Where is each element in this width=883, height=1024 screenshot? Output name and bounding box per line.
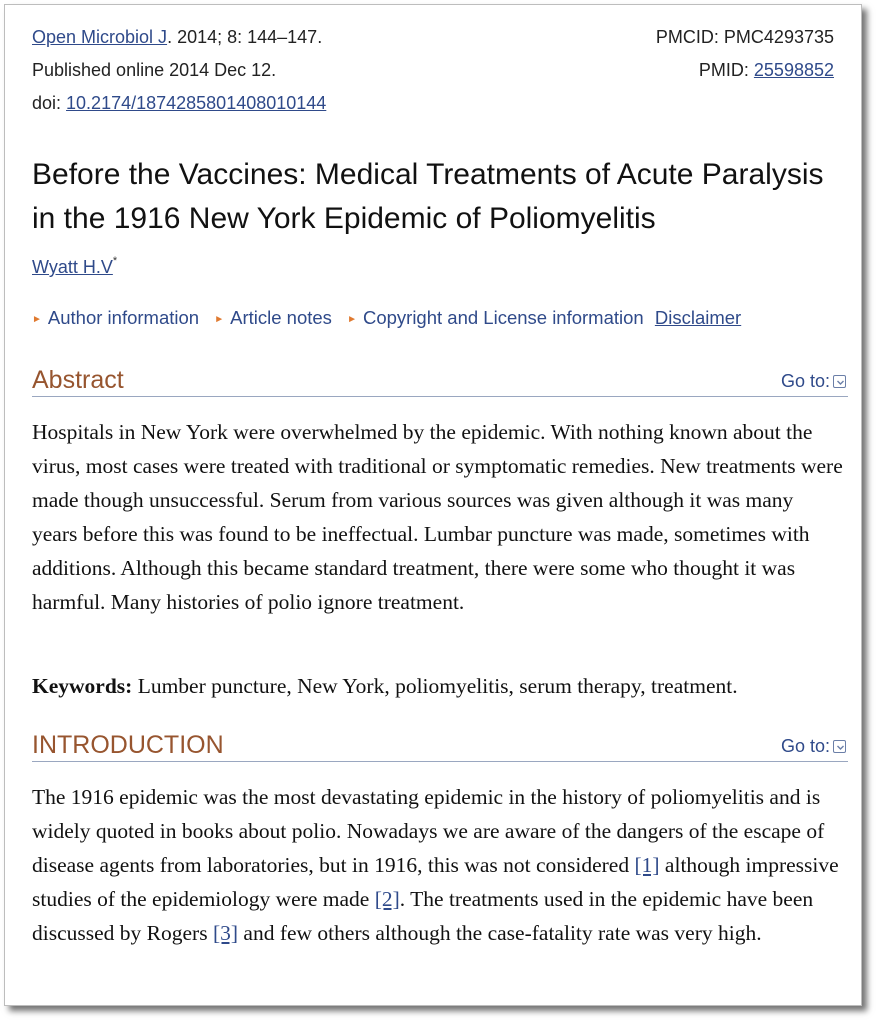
citation-block	[32, 25, 834, 124]
orange-triangle-icon: ►	[214, 314, 225, 325]
disclaimer-link[interactable]: Disclaimer	[654, 307, 742, 328]
chevron-down-box-icon[interactable]	[833, 740, 846, 753]
intro-text-4: and few others although the case-fatality rate was very high.	[238, 921, 762, 945]
copyright-label: Copyright and License information	[362, 307, 644, 328]
pmid	[699, 58, 834, 82]
reference-link-3[interactable]: [3]	[212, 921, 239, 945]
abstract-text: Hospitals in New York were overwhelmed by the epidemic. With nothing known about the virus, most cases were treated with traditional or symptomatic remedies. New treatments were made though unsuccessful. Serum from various sources was given although it was many years before this was found to be ineffectual. Lumbar puncture was made, sometimes with additions. Although this became standard treatment, there were some who thought it was harmful. Many histories of polio ignore treatment.	[32, 420, 843, 614]
keywords	[32, 669, 844, 703]
doi-label: doi:	[32, 93, 67, 113]
orange-triangle-icon: ►	[347, 314, 357, 325]
pmid-label: PMID:	[698, 60, 754, 80]
reference-link-2[interactable]: [2]	[374, 887, 400, 911]
author-line	[32, 257, 117, 278]
abstract-header	[32, 363, 848, 397]
article-notes-label: Article notes	[230, 307, 332, 328]
author-affiliation-mark: *	[112, 255, 118, 267]
pmcid: PMCID: PMC4293735	[655, 27, 834, 47]
keywords-label: Keywords:	[32, 674, 133, 698]
journal-link[interactable]: Open Microbiol J	[32, 27, 168, 47]
orange-triangle-icon: ►	[32, 314, 42, 325]
info-links	[32, 307, 741, 329]
author-information-toggle[interactable]	[32, 307, 199, 328]
citation-details: . 2014; 8: 144–147.	[167, 27, 323, 47]
intro-text-3: . The treatments used in the epidemic have been discussed by Rogers	[32, 887, 814, 945]
doi-link[interactable]: 10.2174/1874285801408010144	[66, 93, 327, 113]
introduction-goto[interactable]	[781, 736, 846, 757]
article-notes-toggle[interactable]	[214, 307, 332, 328]
article-page	[4, 4, 862, 1006]
published-date: Published online 2014 Dec 12.	[32, 60, 277, 80]
author-information-label: Author information	[47, 307, 200, 328]
intro-text-2: although impressive studies of the epidemiology were made	[32, 853, 839, 911]
goto-label: Go to:	[780, 371, 830, 391]
chevron-down-box-icon[interactable]	[833, 375, 846, 388]
goto-label: Go to:	[780, 736, 830, 756]
copyright-toggle[interactable]	[347, 307, 644, 328]
author-link[interactable]: Wyatt H.V	[32, 257, 113, 277]
abstract-heading: Abstract	[32, 366, 124, 394]
article-title: Before the Vaccines: Medical Treatments of Acute Paralysis in the 1916 New York Epidemic of Poliomyelitis	[32, 158, 824, 235]
introduction-text	[32, 780, 844, 950]
introduction-heading: INTRODUCTION	[32, 731, 224, 759]
reference-link-1[interactable]: [1]	[634, 853, 660, 877]
introduction-header	[32, 728, 848, 762]
intro-text-1: The 1916 epidemic was the most devastating epidemic in the history of poliomyelitis and is widely quoted in books about polio. Nowadays we are aware of the dangers of the escape of disease agents from laboratories, but in 1916, this was not considered	[32, 785, 825, 877]
abstract-goto[interactable]	[781, 371, 846, 392]
keywords-list: Lumber puncture, New York, poliomyelitis, serum therapy, treatment.	[132, 674, 738, 698]
pmid-link[interactable]: 25598852	[753, 60, 834, 80]
